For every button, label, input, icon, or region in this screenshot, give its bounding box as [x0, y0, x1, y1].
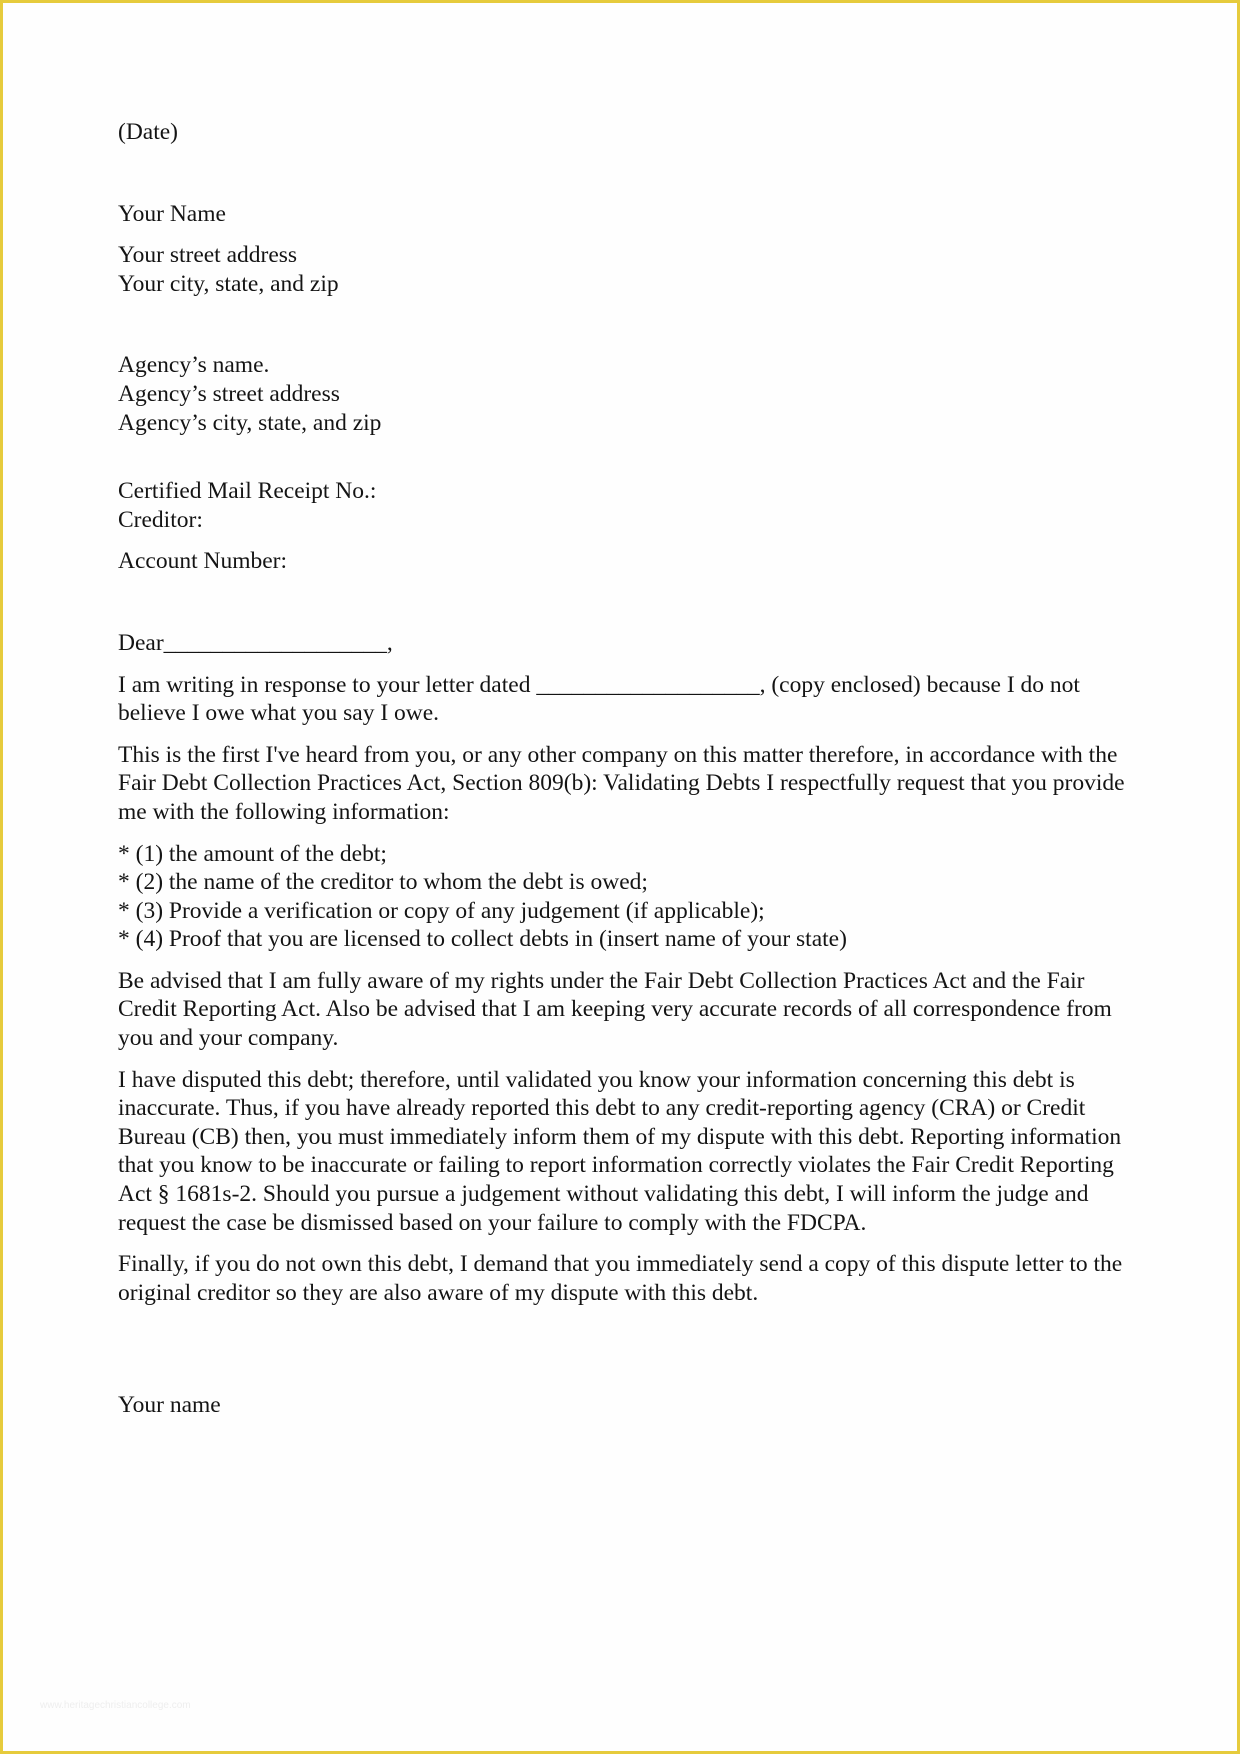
list-item: * (3) Provide a verification or copy of any judgement (if applicable);	[118, 897, 765, 924]
paragraph-rights: Be advised that I am fully aware of my rights under the Fair Debt Collection Practices Act and the Fair Credit Reporting Act. Also be advised that I am keeping very accurate records of all correspondence from you and your company.	[118, 967, 1112, 1052]
paragraph-response: I am writing in response to your letter dated ___________________, (copy enclosed) because I do not believe I owe what you say I owe.	[118, 671, 1080, 727]
agency-city-state-zip: Agency’s city, state, and zip	[118, 409, 382, 436]
account-number-label: Account Number:	[118, 548, 288, 575]
agency-street: Agency’s street address	[118, 380, 340, 407]
recipient-address	[118, 351, 1128, 437]
paragraph-original-creditor: Finally, if you do not own this debt, I demand that you immediately send a copy of this dispute letter to the original creditor so they are also aware of my dispute with this debt.	[118, 1251, 1123, 1306]
list-item: * (2) the name of the creditor to whom the debt is owed;	[118, 869, 648, 896]
signature-name: Your name	[118, 1392, 221, 1419]
list-item: * (4) Proof that you are licensed to collect debts in (insert name of your state)	[118, 926, 847, 953]
sender-street: Your street address	[118, 242, 298, 269]
letter-body	[118, 118, 1128, 1420]
reference-block	[118, 477, 1128, 576]
paragraph-dispute: I have disputed this debt; therefore, until validated you know your information concerning this debt is inaccurate. Thus, if you have already reported this debt to any credit-reporting agency (CRA) or Credit Bureau (CB) then, you must immediately inform them of my dispute with this debt. Reporting information that you know to be inaccurate or failing to report information correctly violates the Fair Credit Reporting Act § 1681s-2. Should you pursue a judgement without validating this debt, I will inform the judge and request the case be dismissed based on your failure to comply with the FDCPA.	[118, 1066, 1122, 1236]
watermark-text: www.heritagechristiancollege.com	[40, 1700, 191, 1711]
certified-mail-label: Certified Mail Receipt No.:	[118, 478, 377, 505]
agency-name: Agency’s name.	[118, 352, 270, 379]
date-line: (Date)	[118, 119, 179, 145]
sender-city-state-zip: Your city, state, and zip	[118, 270, 339, 297]
request-list	[118, 840, 1128, 954]
creditor-label: Creditor:	[118, 506, 203, 533]
sender-address	[118, 241, 1128, 298]
list-item: * (1) the amount of the debt;	[118, 840, 387, 867]
paragraph-request: This is the first I've heard from you, or any other company on this matter therefore, in accordance with the Fair Debt Collection Practices Act, Section 809(b): Validating Debts I respectfully request that you provide me with the following information:	[118, 741, 1125, 825]
sender-name: Your Name	[118, 200, 226, 227]
salutation: Dear___________________,	[118, 629, 393, 656]
